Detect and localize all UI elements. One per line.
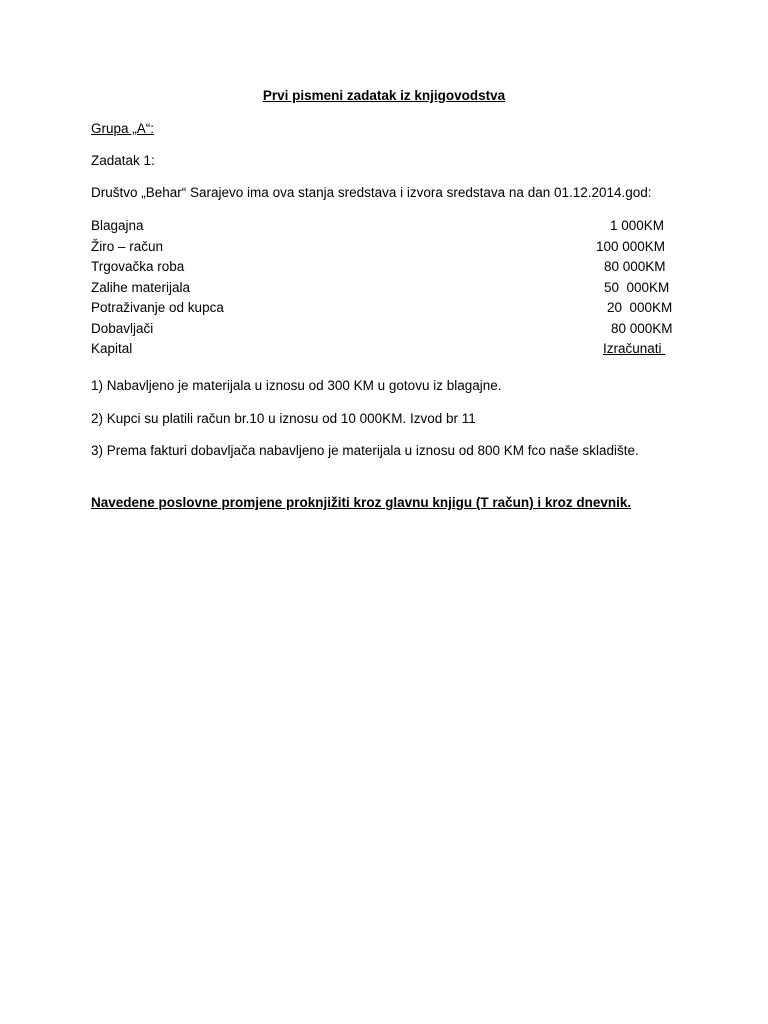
transaction-3: 3) Prema fakturi dobavljača nabavljeno je materijala u iznosu od 800 KM fco naše skladište. — [91, 443, 639, 458]
group-heading: Grupa „A“: — [91, 121, 155, 136]
balance-value: 1 000KM — [610, 218, 665, 233]
balance-row — [91, 340, 681, 361]
balance-value: 50 000KM — [604, 279, 670, 295]
document-title: Prvi pismeni zadatak iz knjigovodstva — [262, 88, 506, 103]
balance-row — [91, 217, 681, 238]
balance-value: 100 000KM — [596, 238, 666, 254]
intro-text: Društvo „Behar“ Sarajevo ima ova stanja sredstava i izvora sredstava na dan 01.12.2014.god: — [91, 185, 652, 200]
balance-row — [91, 258, 681, 279]
balance-row — [91, 279, 681, 300]
balance-label: Kapital — [91, 341, 133, 356]
balance-label: Blagajna — [91, 218, 144, 233]
balance-value: 80 000KM — [604, 259, 666, 274]
task-label: Zadatak 1: — [91, 153, 155, 168]
instruction-text: Navedene poslovne promjene proknjižiti kroz glavnu knjigu (T račun) i kroz dnevnik. — [91, 495, 632, 510]
balance-label: Zalihe materijala — [91, 279, 191, 295]
balance-list — [91, 217, 681, 361]
balance-value: Izračunati — [603, 341, 666, 356]
balance-label: Trgovačka roba — [91, 259, 185, 274]
transaction-2: 2) Kupci su platili račun br.10 u iznosu od 10 000KM. Izvod br 11 — [91, 411, 476, 426]
balance-row — [91, 320, 681, 341]
balance-value: 80 000KM — [611, 320, 673, 336]
balance-value: 20 000KM — [607, 300, 673, 315]
balance-label: Dobavljači — [91, 320, 154, 336]
balance-label: Potraživanje od kupca — [91, 300, 224, 315]
balance-row — [91, 238, 681, 259]
balance-row — [91, 299, 681, 320]
balance-label: Žiro – račun — [91, 238, 164, 254]
transaction-1: 1) Nabavljeno je materijala u iznosu od 300 KM u gotovu iz blagajne. — [91, 378, 502, 393]
